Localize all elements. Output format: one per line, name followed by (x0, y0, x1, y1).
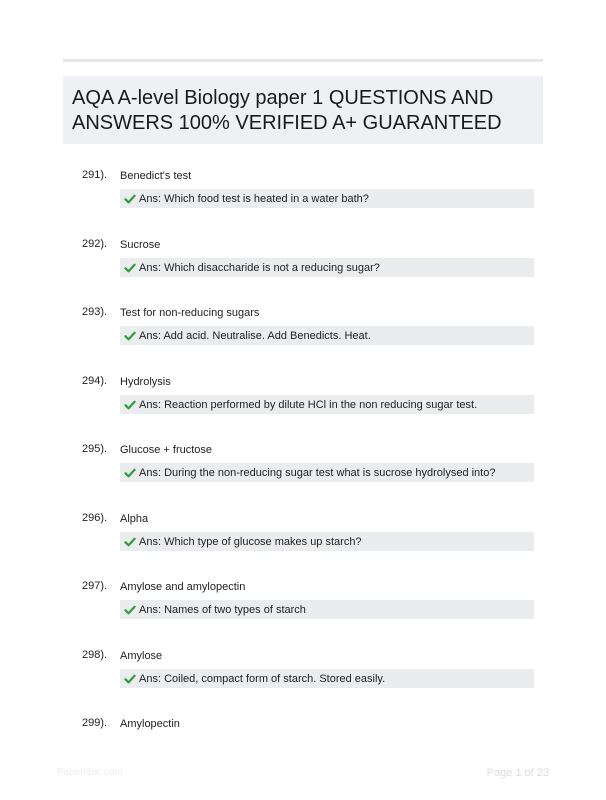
answer-text: Ans: Names of two types of starch (139, 603, 306, 616)
answer-text: Ans: Which type of glucose makes up starch? (139, 535, 362, 548)
answer-text: Ans: Coiled, compact form of starch. Stored easily. (139, 672, 386, 685)
check-icon (124, 673, 136, 685)
answer-text: Ans: Add acid. Neutralise. Add Benedicts. Heat. (139, 329, 371, 342)
item-number: 291). (82, 169, 108, 181)
answer-box (120, 463, 534, 482)
item-term: Amylopectin (120, 718, 180, 730)
item-term: Amylose and amylopectin (120, 581, 246, 593)
answer-text: Ans: Which food test is heated in a water bath? (139, 192, 369, 205)
item-number: 295). (82, 443, 108, 455)
footer-watermark: Paperlibic.com (57, 767, 123, 778)
answer-text: Ans: Which disaccharide is not a reducing sugar? (139, 261, 380, 274)
document-title (72, 86, 535, 136)
check-icon (124, 399, 136, 411)
answer-box (120, 258, 534, 277)
page-number: Page 1 of 23 (486, 767, 549, 779)
answer-text: Ans: Reaction performed by dilute HCl in the non reducing sugar test. (139, 398, 478, 411)
check-icon (124, 330, 136, 342)
document-title-line-2: ANSWERS 100% VERIFIED A+ GUARANTEED (72, 112, 502, 134)
item-number: 298). (82, 649, 108, 661)
item-number: 296). (82, 512, 108, 524)
item-number: 293). (82, 306, 108, 318)
check-icon (124, 262, 136, 274)
item-term: Alpha (120, 513, 149, 525)
item-term: Benedict's test (120, 170, 192, 182)
document-title-box (63, 76, 543, 144)
list-item (0, 305, 606, 369)
check-icon (124, 467, 136, 479)
answer-box (120, 669, 534, 688)
check-icon (124, 193, 136, 205)
item-number: 299). (82, 717, 108, 729)
top-divider (63, 59, 543, 62)
check-icon (124, 604, 136, 616)
answer-box (120, 532, 534, 551)
answer-box (120, 600, 534, 619)
answer-box (120, 326, 534, 345)
item-term: Hydrolysis (120, 376, 171, 388)
item-number: 292). (82, 238, 108, 250)
list-item (0, 579, 606, 643)
list-item (0, 511, 606, 575)
item-term: Glucose + fructose (120, 444, 213, 456)
list-item (0, 442, 606, 506)
list-item (0, 237, 606, 301)
item-term: Sucrose (120, 239, 161, 251)
answer-box (120, 189, 534, 208)
check-icon (124, 536, 136, 548)
item-number: 294). (82, 375, 108, 387)
item-term: Test for non-reducing sugars (120, 307, 260, 319)
list-item (0, 168, 606, 232)
list-item (0, 374, 606, 438)
list-item (0, 648, 606, 712)
item-term: Amylose (120, 650, 163, 662)
answer-box (120, 395, 534, 414)
item-number: 297). (82, 580, 108, 592)
document-title-line-1: AQA A-level Biology paper 1 QUESTIONS AND (72, 87, 494, 109)
answer-text: Ans: During the non-reducing sugar test what is sucrose hydrolysed into? (139, 466, 496, 479)
